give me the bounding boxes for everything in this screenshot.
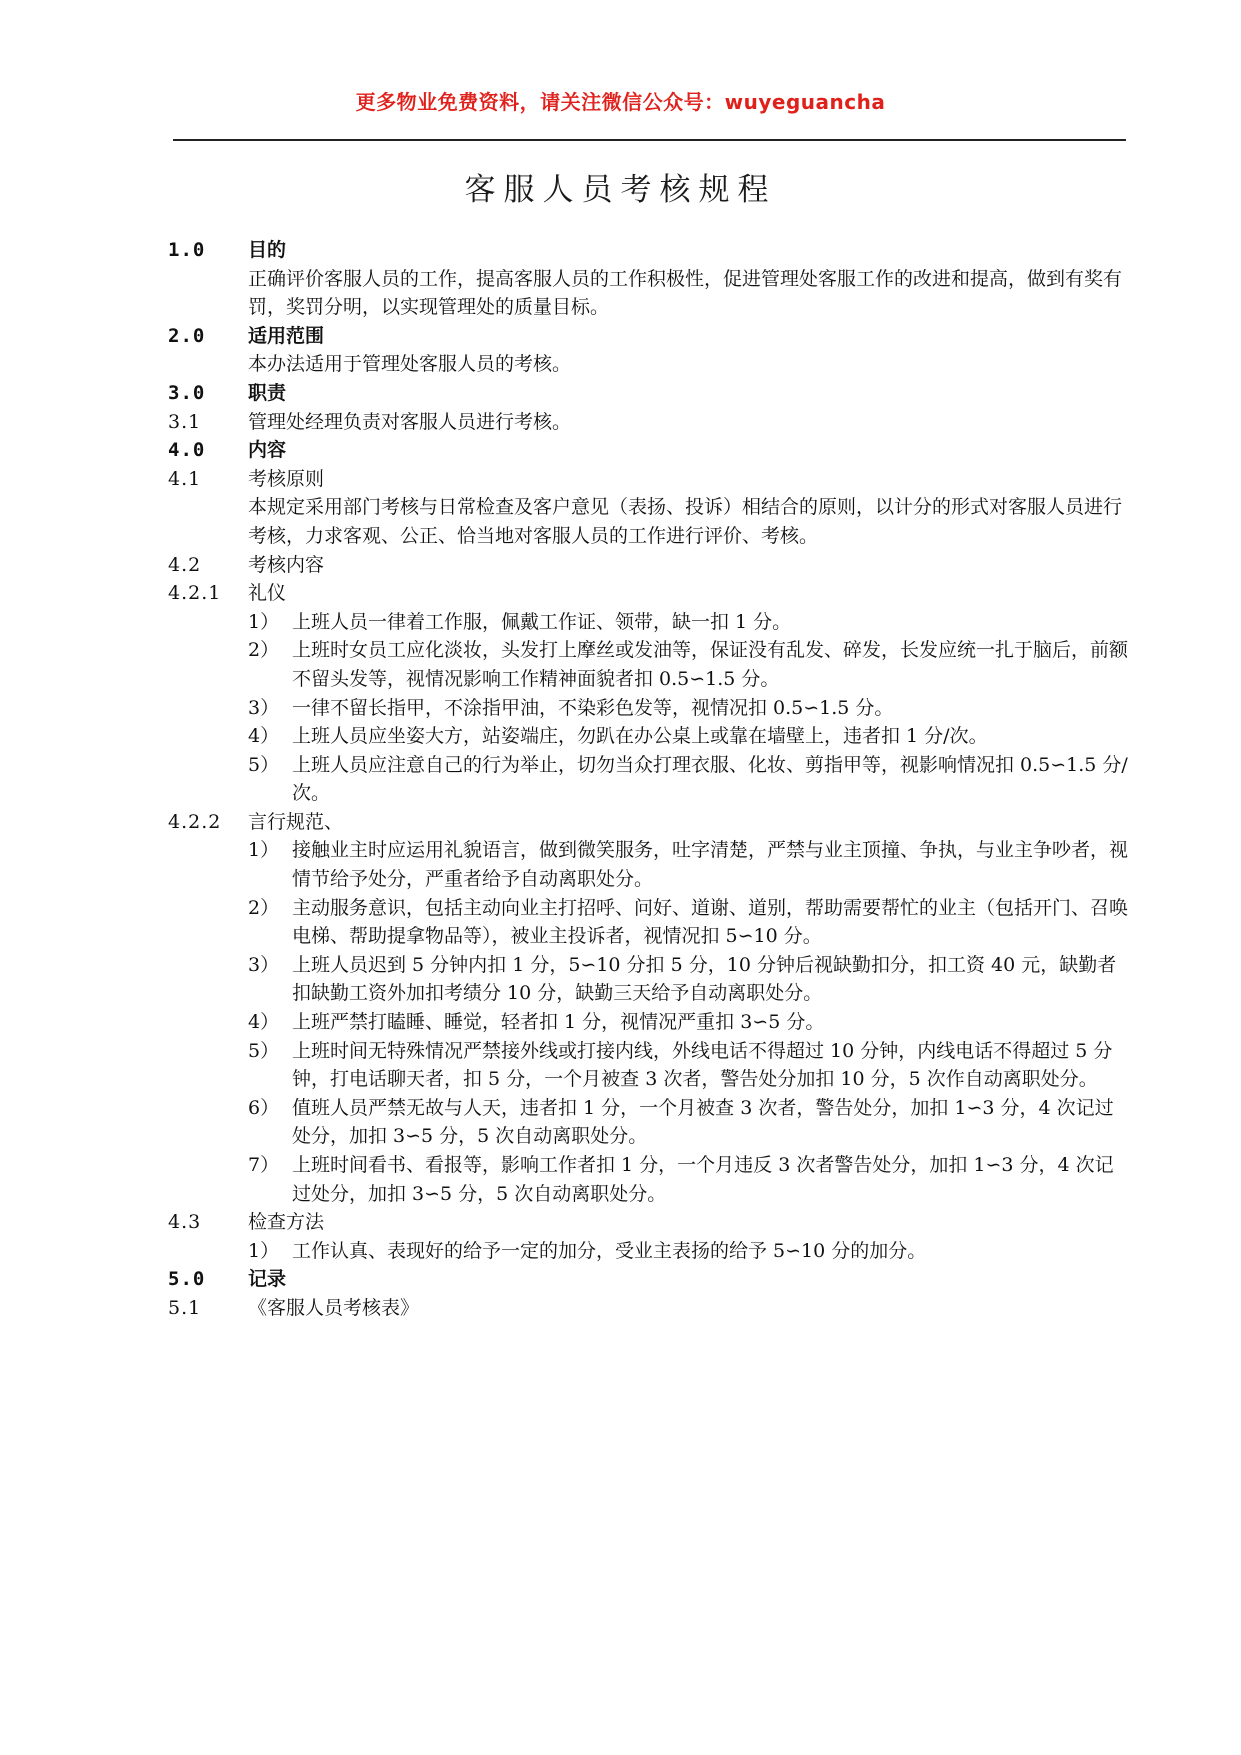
subsection-4-2-1 — [168, 579, 1128, 608]
section-title: 内容 — [248, 439, 287, 462]
list-item — [168, 951, 1128, 1008]
document-title: 客服人员考核规程 — [464, 172, 777, 208]
subsection-number: 4.2.2 — [168, 810, 222, 833]
list-item-number: 5） — [248, 1039, 280, 1062]
section-3-heading — [168, 379, 1128, 408]
list-item-text: 上班人员一律着工作服，佩戴工作证、领带，缺一扣 1 分。 — [292, 610, 792, 633]
list-item-number: 3） — [248, 696, 280, 719]
section-number: 5.0 — [168, 1268, 206, 1291]
list-item-text: 主动服务意识，包括主动向业主打招呼、问好、道谢、道别，帮助需要帮忙的业主（包括开门、召唤电梯、帮助提拿物品等），被业主投诉者，视情况扣 5∽10 分。 — [292, 896, 1129, 948]
list-item-number: 1） — [248, 839, 280, 862]
list-item — [168, 694, 1128, 723]
section-number: 3.0 — [168, 381, 206, 404]
list-item-number: 5） — [248, 753, 280, 776]
subsection-title: 礼仪 — [248, 582, 287, 605]
document-body — [168, 236, 1128, 1323]
subsection-number: 4.2.1 — [168, 582, 222, 605]
list-item-number: 4） — [248, 725, 280, 748]
section-title: 目的 — [248, 239, 287, 261]
list-item-text: 上班时间无特殊情况严禁接外线或打接内线，外线电话不得超过 10 分钟，内线电话不得超过 5 分钟，打电话聊天者，扣 5 分，一个月被查 3 次者，警告处分加扣 10 分，5 次作自动离职处分。 — [292, 1039, 1113, 1091]
list-item-number: 3） — [248, 953, 280, 976]
subsection-title: 检查方法 — [248, 1211, 325, 1234]
list-item-text: 上班严禁打瞌睡、睡觉，轻者扣 1 分，视情况严重扣 3∽5 分。 — [292, 1011, 825, 1034]
section-title: 适用范围 — [248, 324, 325, 347]
subsection-title: 言行规范、 — [248, 810, 344, 833]
subsection-3-1 — [168, 408, 1128, 437]
list-item — [168, 1151, 1128, 1208]
section-number: 2.0 — [168, 324, 206, 347]
list-item-text: 上班人员应坐姿大方，站姿端庄，勿趴在办公桌上或靠在墙壁上，违者扣 1 分/次。 — [292, 725, 988, 748]
subsection-text: 《客服人员考核表》 — [248, 1296, 420, 1319]
section-4-heading — [168, 436, 1128, 465]
list-item — [168, 836, 1128, 893]
subsection-number: 4.2 — [168, 553, 202, 576]
section-title: 职责 — [248, 381, 287, 404]
list-item-number: 1） — [248, 610, 280, 633]
subsection-4-1-text: 本规定采用部门考核与日常检查及客户意见（表扬、投诉）相结合的原则，以计分的形式对客服人员进行考核，力求客观、公正、恰当地对客服人员的工作进行评价、考核。 — [248, 496, 1123, 547]
list-item — [168, 636, 1128, 693]
list-item-number: 2） — [248, 639, 280, 662]
list-item-text: 值班人员严禁无故与人天，违者扣 1 分，一个月被查 3 次者，警告处分，加扣 1∽3 分，4 次记过处分，加扣 3∽5 分，5 次自动离职处分。 — [292, 1096, 1114, 1148]
list-item-text: 工作认真、表现好的给予一定的加分，受业主表扬的给予 5∽10 分的加分。 — [292, 1239, 927, 1262]
list-item-number: 4） — [248, 1011, 280, 1034]
list-item-text: 一律不留长指甲，不涂指甲油，不染彩色发等，视情况扣 0.5∽1.5 分。 — [292, 696, 894, 719]
subsection-title: 考核原则 — [248, 467, 325, 490]
subsection-4-2-2 — [168, 808, 1128, 837]
list-item-text: 上班人员迟到 5 分钟内扣 1 分，5∽10 分扣 5 分，10 分钟后视缺勤扣分，扣工资 40 元，缺勤者扣缺勤工资外加扣考绩分 10 分，缺勤三天给予自动离职处分。 — [292, 953, 1117, 1005]
subsection-4-3 — [168, 1208, 1128, 1237]
subsection-number: 4.3 — [168, 1211, 202, 1234]
list-item-number: 7） — [248, 1154, 280, 1176]
list-item-text: 接触业主时应运用礼貌语言，做到微笑服务，吐字清楚，严禁与业主顶撞、争执，与业主争吵者，视情节给予处分，严重者给予自动离职处分。 — [292, 839, 1129, 891]
section-5-heading — [168, 1265, 1128, 1294]
list-item-number: 1） — [248, 1239, 280, 1262]
section-1-heading — [168, 236, 1128, 265]
section-title: 记录 — [248, 1268, 287, 1291]
promo-banner: 更多物业免费资料，请关注微信公众号：wuyeguancha — [355, 90, 886, 114]
list-item — [168, 1008, 1128, 1037]
section-number: 1.0 — [168, 239, 206, 261]
subsection-4-1 — [168, 465, 1128, 494]
list-item-number: 2） — [248, 896, 280, 919]
list-item-number: 6） — [248, 1096, 280, 1119]
section-2-text: 本办法适用于管理处客服人员的考核。 — [248, 353, 572, 376]
subsection-number: 3.1 — [168, 410, 202, 433]
list-item-text: 上班时女员工应化淡妆，头发打上摩丝或发油等，保证没有乱发、碎发，长发应统一扎于脑后，前额不留头发等，视情况影响工作精神面貌者扣 0.5∽1.5 分。 — [292, 639, 1129, 690]
subsection-5-1 — [168, 1294, 1128, 1323]
list-item — [168, 751, 1128, 808]
subsection-number: 4.1 — [168, 467, 202, 490]
list-item — [168, 1237, 1128, 1266]
list-item — [168, 1037, 1128, 1094]
section-number: 4.0 — [168, 439, 206, 462]
subsection-text: 管理处经理负责对客服人员进行考核。 — [248, 410, 572, 433]
section-1-text: 正确评价客服人员的工作，提高客服人员的工作积极性，促进管理处客服工作的改进和提高，做到有奖有罚，奖罚分明，以实现管理处的质量目标。 — [248, 267, 1123, 319]
list-item-text: 上班时间看书、看报等，影响工作者扣 1 分，一个月违反 3 次者警告处分，加扣 1∽3 分，4 次记过处分，加扣 3∽5 分，5 次自动离职处分。 — [292, 1154, 1114, 1205]
subsection-number: 5.1 — [168, 1296, 202, 1319]
list-item — [168, 608, 1128, 637]
list-item — [168, 1094, 1128, 1151]
subsection-4-2 — [168, 551, 1128, 580]
list-item — [168, 894, 1128, 951]
header-divider — [173, 139, 1126, 141]
subsection-title: 考核内容 — [248, 553, 325, 576]
list-item-text: 上班人员应注意自己的行为举止，切勿当众打理衣服、化妆、剪指甲等，视影响情况扣 0.5∽1.5 分/次。 — [292, 753, 1128, 805]
section-2-heading — [168, 322, 1128, 351]
list-item — [168, 722, 1128, 751]
